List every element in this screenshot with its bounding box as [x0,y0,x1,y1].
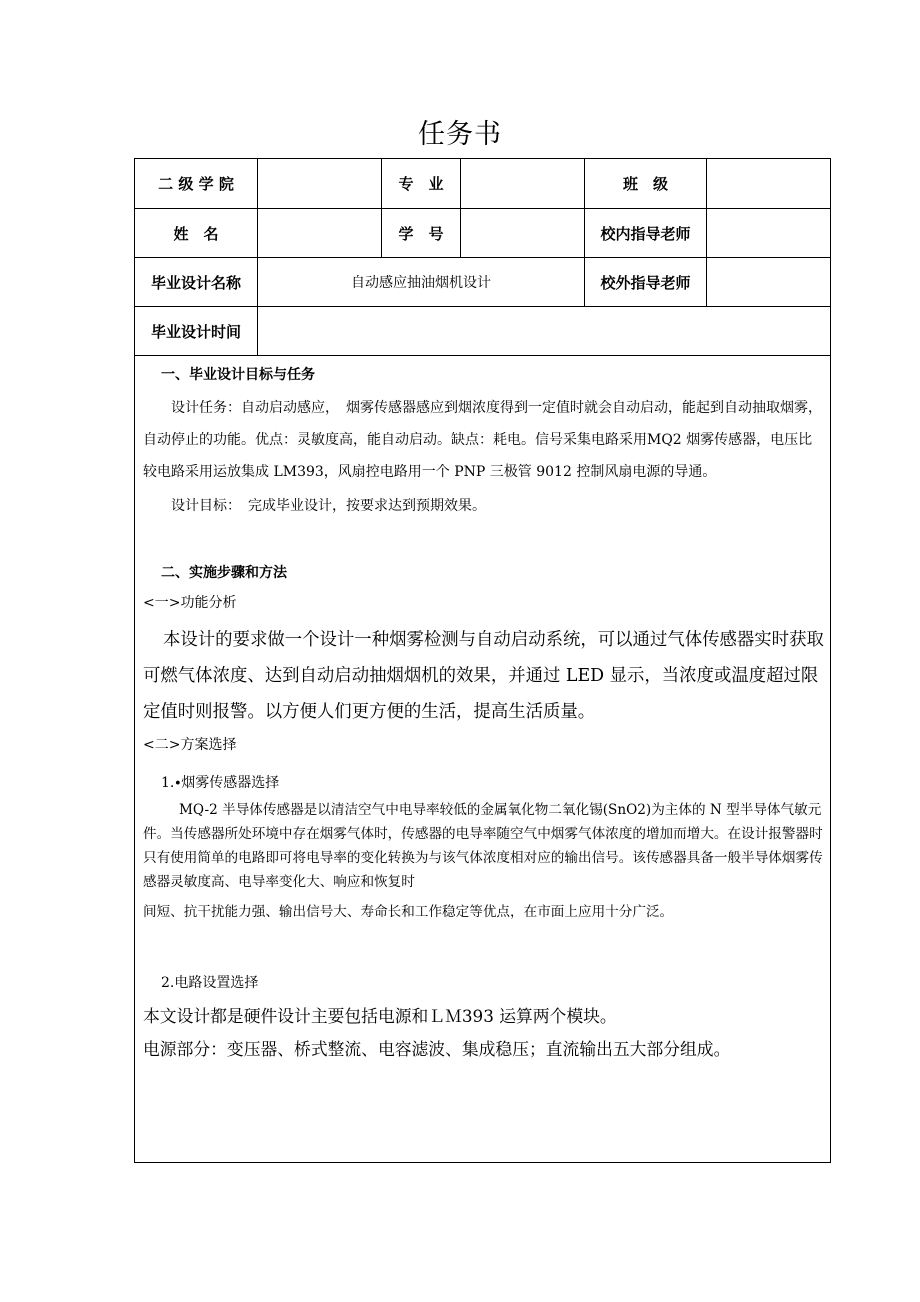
section1-heading: 一、毕业设计目标与任务 [161,367,315,383]
section2-heading: 二、实施步骤和方法 [161,565,287,581]
college-label: 二 级 学 院 [135,159,258,209]
student-id-label: 学 号 [382,209,461,258]
subsection2-title: <二>方案选择 [143,737,237,753]
circuit-paragraph-1: 本文设计都是硬件设计主要包括电源和ＬＭ393 运算两个模块。 [143,1006,617,1026]
item1-title: 1.∙烟雾传感器选择 [161,775,280,791]
section1-goal-paragraph: 设计目标： 完成毕业设计，按要求达到预期效果。 [171,498,486,514]
name-label: 姓 名 [135,209,258,258]
major-value[interactable] [461,159,585,209]
student-id-value[interactable] [461,209,585,258]
design-time-label: 毕业设计时间 [135,307,258,356]
outer-advisor-value[interactable] [707,258,831,307]
major-label: 专 业 [382,159,461,209]
inner-advisor-value[interactable] [707,209,831,258]
smoke-sensor-paragraph-end: 间短、抗干扰能力强、输出信号大、寿命长和工作稳定等优点，在市面上应用十分广泛。 [143,904,674,920]
design-name-label: 毕业设计名称 [135,258,258,307]
subsection1-title: <一>功能分析 [143,595,237,611]
table-row [135,209,831,258]
circuit-paragraph-2: 电源部分：变压器、桥式整流、电容滤波、集成稳压；直流输出五大部分组成。 [143,1039,731,1059]
college-value[interactable] [258,159,382,209]
inner-advisor-label: 校内指导老师 [585,209,707,258]
outer-advisor-label: 校外指导老师 [585,258,707,307]
document-title: 任务书 [418,119,502,150]
name-value[interactable] [258,209,382,258]
smoke-sensor-paragraph: MQ-2 半导体传感器是以清洁空气中电导率较低的金属氧化物二氧化锡(SnO2)为主体的 N 型半导体气敏元件。当传感器所处环境中存在烟雾气体时，传感器的电导率随空气中烟雾气体浓度的增加而增大。在设计报警器时只有使用简单的电路即可将电导率的变化转换为与该气体浓度相对应的输出信号。该传感器具备一般半导体烟雾传感器灵敏度高、电导率变化大、响应和恢复时 [143,802,823,890]
table-row [135,159,831,209]
class-value[interactable] [707,159,831,209]
class-label: 班 级 [585,159,707,209]
function-analysis-paragraph: 本设计的要求做一个设计一种烟雾检测与自动启动系统，可以通过气体传感器实时获取可燃气体浓度、达到自动启动抽烟烟机的效果，并通过 LED 显示，当浓度或温度超过限定值时则报警。以方便人们更方便的生活，提高生活质量。 [143,630,824,722]
design-time-value[interactable] [258,307,831,356]
item2-title: 2.电路设置选择 [161,975,259,991]
design-name-value[interactable]: 自动感应抽油烟机设计 [258,258,585,307]
table-row [135,356,831,1163]
table-row [135,258,831,307]
table-row [135,307,831,356]
section1-task-paragraph: 设计任务：自动启动感应， 烟雾传感器感应到烟浓度得到一定值时就会自动启动，能起到自动抽取烟雾，自动停止的功能。优点：灵敏度高，能自动启动。缺点：耗电。信号采集电路采用MQ2 烟雾传感器，电压比较电路采用运放集成 LM393，风扇控电路用一个 PNP 三极管 9012 控制风扇电源的导通。 [143,400,822,480]
task-table [134,158,831,1163]
content-cell [135,356,831,1163]
